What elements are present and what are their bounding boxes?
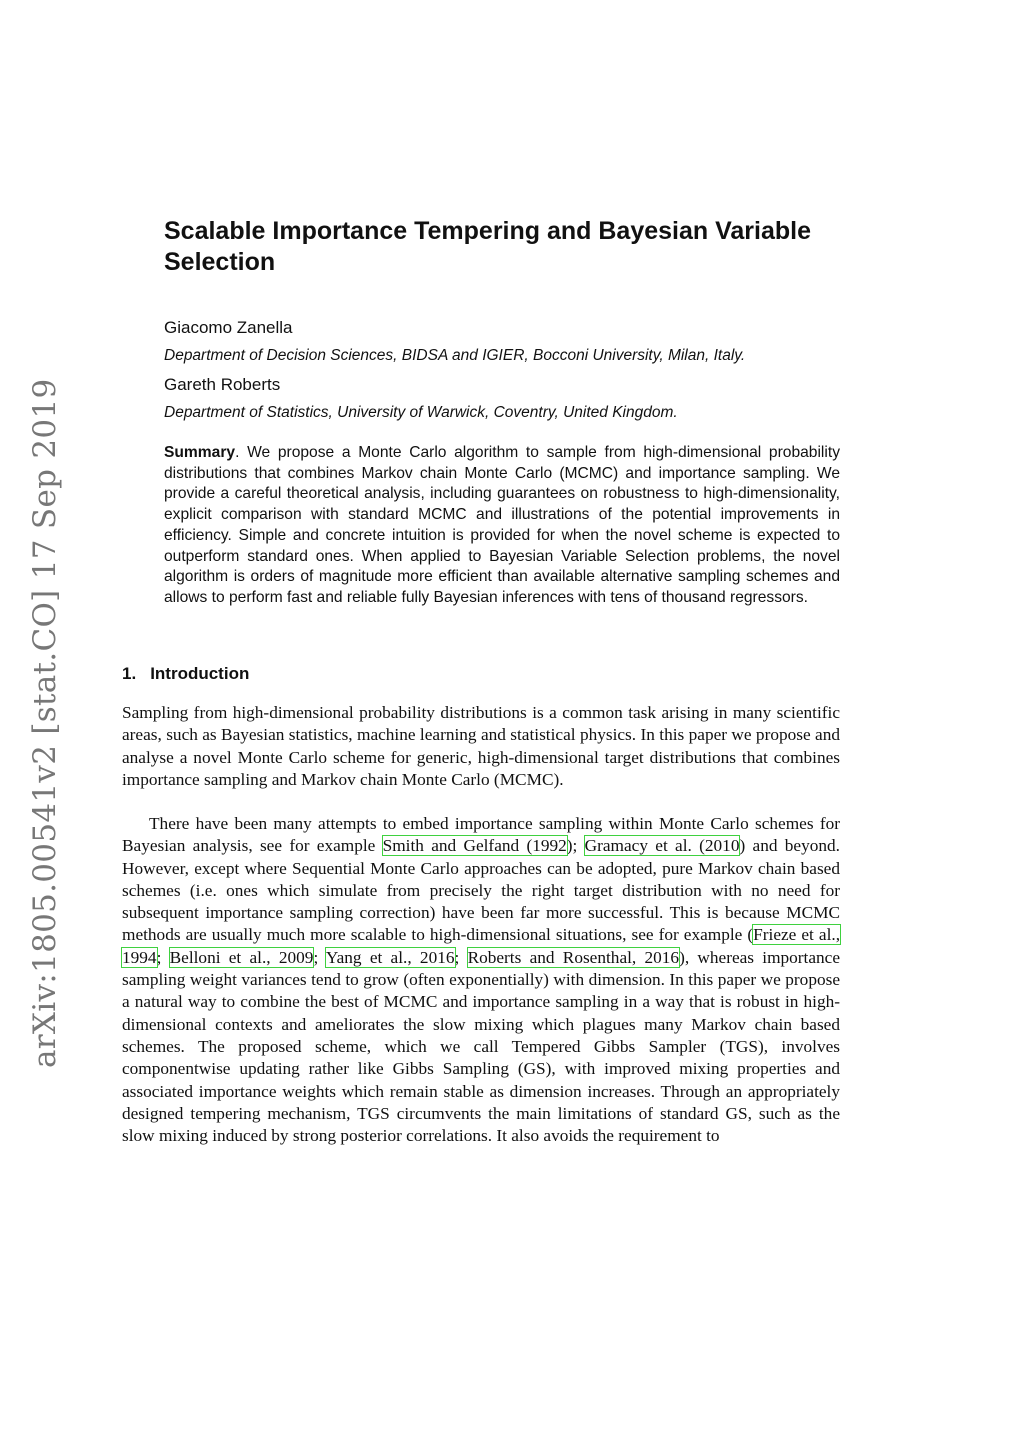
paragraph-text: ; [313,947,326,967]
paragraph-text: There have been many attempts to embed importance sampling within Monte Carlo schemes for Bayesian analysis, see for example [122,814,840,856]
author-affiliation-1: Department of Decision Sciences, BIDSA and IGIER, Bocconi University, Milan, Italy. [164,347,746,364]
arxiv-identifier-stamp: arXiv:1805.00541v2 [stat.CO] 17 Sep 2019 [27,378,63,1068]
author-name-1: Giacomo Zanella [164,318,293,337]
intro-paragraph-2 [122,813,840,1147]
citation-link-smith-gelfand[interactable]: Smith and Gelfand (1992 [382,836,567,856]
section-number: 1. [122,664,137,683]
paragraph-text: ; [156,947,170,967]
abstract-summary [164,443,840,609]
paragraph-text: ); [566,836,585,856]
paragraph-text: ), whereas importance sampling weight variances tend to grow (often exponentially) with dimension. In this paper we propose a natural way to combine the best of MCMC and importance sampling in a way that is robust in high-dimensional contexts and ameliorates the slow mixing which plagues many Markov chain based schemes. The proposed scheme, which we call Tempered Gibbs Sampler (TGS), involves componentwise updating rather like Gibbs Sampling (GS), with improved mixing properties and associated importance weights which remain stable as dimension increases. Through an appropriately designed tempering mechanism, TGS circumvents the main limitations of standard GS, such as the slow mixing induced by strong posterior correlations. It also avoids the requirement to [122,947,841,1146]
author-affiliation-2: Department of Statistics, University of Warwick, Coventry, United Kingdom. [164,404,678,421]
paper-title: Scalable Importance Tempering and Bayesian Variable Selection [164,217,812,276]
citation-link-gramacy[interactable]: Gramacy et al. (2010 [584,836,740,856]
section-heading [122,664,249,684]
paragraph-text: ) and beyond. However, except where Sequential Monte Carlo approaches can be adopted, pure Markov chain based schemes (i.e. ones which simulate from precisely the right target distribution with no need for subsequent importance sampling correction) have been far more successful. This is because MCMC methods are usually much more scalable to high-dimensional situations, see for example ( [122,836,840,945]
citation-link-frieze[interactable]: Frieze et al., 1994 [122,925,841,967]
author-name-2: Gareth Roberts [164,375,281,394]
paragraph-text: ; [454,947,468,967]
section-title: Introduction [150,664,250,683]
citation-link-yang[interactable]: Yang et al., 2016 [325,947,455,967]
citation-link-roberts-rosenthal[interactable]: Roberts and Rosenthal, 2016 [467,947,680,967]
intro-paragraph-1: Sampling from high-dimensional probability distributions is a common task arising in many scientific areas, such as Bayesian statistics, machine learning and statistical physics. In this paper we propose and analyse a novel Monte Carlo scheme for generic, high-dimensional target distributions that combines importance sampling and Markov chain Monte Carlo (MCMC). [122,703,840,789]
citation-link-belloni[interactable]: Belloni et al., 2009 [169,947,314,967]
summary-text: . We propose a Monte Carlo algorithm to sample from high-dimensional probability distributions that combines Markov chain Monte Carlo (MCMC) and importance sampling. We provide a careful theoretical analysis, including guarantees on robustness to high-dimensionality, explicit comparison with standard MCMC and illustrations of the potential improvements in efficiency. Simple and concrete intuition is provided for when the novel scheme is expected to outperform standard ones. When applied to Bayesian Variable Selection problems, the novel algorithm is orders of magnitude more efficient than available alternative sampling schemes and allows to perform fast and reliable fully Bayesian inferences with tens of thousand regressors. [164,444,840,606]
summary-label: Summary [164,444,236,461]
